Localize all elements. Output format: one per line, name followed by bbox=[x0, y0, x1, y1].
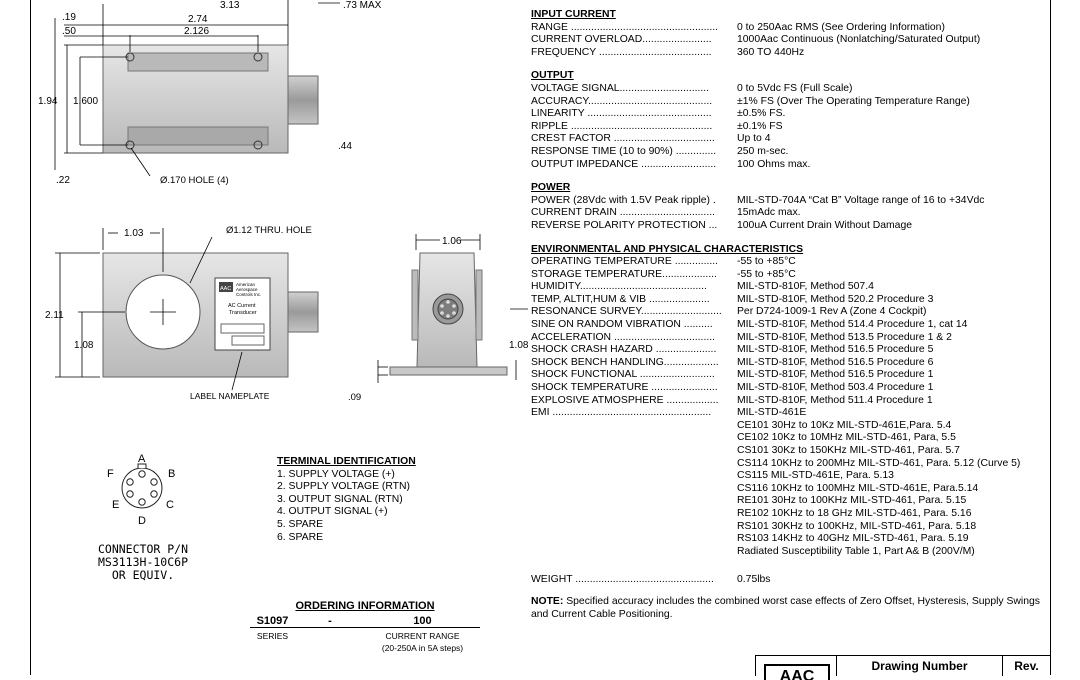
spec-value: MIL-STD-461E bbox=[737, 407, 807, 419]
spec-value: 15mAdc max. bbox=[737, 207, 801, 219]
spec-value: MIL-STD-810F, Method 507.4 bbox=[737, 281, 874, 293]
emi-item: CS116 10KHz to 100MHz MIL-STD-461E, Para.5.14 bbox=[737, 482, 979, 494]
connector-diagram bbox=[107, 453, 175, 527]
spec-label: EMI ....................................................... bbox=[531, 407, 712, 419]
weight-label: WEIGHT ................................................ bbox=[531, 574, 714, 586]
terminal-item: 3. OUTPUT SIGNAL (RTN) bbox=[277, 493, 403, 505]
dim-side-width: 1.06 bbox=[442, 236, 462, 247]
spec-label: LINEARITY ........................................... bbox=[531, 108, 712, 120]
spec-value: MIL-STD-810F, Method 516.5 Procedure 6 bbox=[737, 356, 934, 368]
weight-value: 0.75lbs bbox=[737, 574, 771, 586]
spec-label: HUMIDITY............................................ bbox=[531, 281, 707, 293]
nameplate-company-2: Aerospace bbox=[236, 287, 258, 292]
emi-item: RS103 14KHz to 40GHz MIL-STD-461, Para. 5.19 bbox=[737, 533, 969, 545]
weight-row bbox=[531, 574, 1046, 587]
spec-label: TEMP, ALTIT,HUM & VIB ..................... bbox=[531, 293, 710, 305]
spec-value: 250 m-sec. bbox=[737, 145, 789, 157]
spec-row bbox=[531, 34, 1046, 47]
spec-row bbox=[531, 281, 1046, 294]
spec-row bbox=[531, 220, 1046, 233]
thru-hole-callout: Ø1.12 THRU. HOLE bbox=[226, 225, 312, 236]
dim-right-small: .44 bbox=[338, 141, 352, 152]
spec-row bbox=[531, 146, 1046, 159]
emi-item: Radiated Susceptibility Table 1, Part A& B (200V/M) bbox=[737, 545, 975, 557]
spec-label: CREST FACTOR ................................... bbox=[531, 133, 715, 145]
ordering-labels bbox=[250, 631, 480, 641]
spec-row bbox=[531, 256, 1046, 269]
spec-value: MIL-STD-810F, Method 514.4 Procedure 1, cat 14 bbox=[737, 319, 968, 331]
spec-row bbox=[531, 207, 1046, 220]
pin-f-label: F bbox=[107, 468, 114, 480]
ordering-dash: - bbox=[328, 615, 332, 627]
emi-item: CS115 MIL-STD-461E, Para. 5.13 bbox=[737, 470, 894, 482]
dim-hole-offset: 1.03 bbox=[124, 228, 144, 239]
specifications bbox=[531, 9, 1046, 621]
front-view bbox=[45, 225, 361, 403]
spec-label: ACCURACY........................................... bbox=[531, 95, 713, 107]
terminal-item: 1. SUPPLY VOLTAGE (+) bbox=[277, 468, 395, 480]
emi-item: RE101 30Hz to 100KHz MIL-STD-461, Para. 5.15 bbox=[737, 495, 967, 507]
spec-row bbox=[531, 47, 1046, 60]
power-heading: POWER bbox=[531, 182, 571, 194]
spec-label: EXPLOSIVE ATMOSPHERE .................. bbox=[531, 394, 719, 406]
pin-e-label: E bbox=[112, 499, 120, 511]
spec-value: -55 to +85°C bbox=[737, 268, 796, 280]
spec-value: 0 to 5Vdc FS (Full Scale) bbox=[737, 82, 853, 94]
nameplate-product-2: Transducer bbox=[229, 310, 257, 316]
dim-bottom-offset: .22 bbox=[56, 175, 70, 186]
drawing-number-label: Drawing Number bbox=[836, 656, 1003, 676]
spec-row bbox=[531, 319, 1046, 332]
nameplate-company-1: American bbox=[236, 282, 256, 287]
terminal-item: 5. SPARE bbox=[277, 518, 324, 530]
top-view bbox=[38, 0, 382, 186]
dim-hole-vertical: 1.600 bbox=[73, 96, 99, 107]
dim-side-center: 1.08 bbox=[509, 340, 529, 351]
spec-label: SHOCK CRASH HAZARD ..................... bbox=[531, 344, 717, 356]
ordering-series-value: S1097 bbox=[256, 615, 289, 627]
spec-value: ±0.5% FS. bbox=[737, 108, 786, 120]
spec-row bbox=[531, 108, 1046, 121]
nameplate-company-3: Controls Inc. bbox=[236, 292, 262, 297]
spec-value: MIL-STD-810F, Method 516.5 Procedure 1 bbox=[737, 369, 934, 381]
dim-front-height: 2.11 bbox=[45, 310, 64, 321]
spec-label: RESONANCE SURVEY............................ bbox=[531, 306, 722, 318]
title-block bbox=[755, 655, 1051, 680]
output-heading: OUTPUT bbox=[531, 70, 574, 82]
ordering-range-label: CURRENT RANGE bbox=[385, 631, 460, 641]
pin-d-label: D bbox=[138, 515, 146, 527]
dim-hole-span: 2.126 bbox=[184, 26, 210, 37]
spec-row bbox=[531, 306, 1046, 319]
dim-front-center: 1.08 bbox=[74, 340, 94, 351]
spec-value: MIL-STD-810F, Method 513.5 Procedure 1 & 2 bbox=[737, 331, 952, 343]
spec-row bbox=[531, 395, 1046, 408]
emi-item: RS101 30KHz to 100KHz, MIL-STD-461, Para. 5.18 bbox=[737, 520, 977, 532]
dim-inner-width: 2.74 bbox=[188, 14, 208, 25]
revision-label: Rev. bbox=[1014, 659, 1039, 673]
spec-row bbox=[531, 357, 1046, 370]
spec-row bbox=[531, 159, 1046, 172]
drawing-frame-right bbox=[1050, 0, 1051, 675]
terminal-identification bbox=[277, 456, 416, 544]
connector-line-1: CONNECTOR P/N bbox=[97, 542, 188, 556]
ordering-information bbox=[250, 600, 480, 653]
spec-label: RIPPLE ................................................. bbox=[531, 120, 713, 132]
spec-label: SHOCK TEMPERATURE ....................... bbox=[531, 382, 718, 394]
note-text: Specified accuracy includes the combined worst case effects of Zero Offset, Hysteresis, Supply Swings and Current Cable Positioning. bbox=[531, 595, 1040, 620]
ordering-values bbox=[250, 615, 480, 628]
spec-row bbox=[531, 121, 1046, 134]
dim-overall-width: 3.13 bbox=[220, 0, 240, 11]
spec-label: CURRENT DRAIN ................................. bbox=[531, 207, 715, 219]
spec-value: 100uA Current Drain Without Damage bbox=[737, 219, 912, 231]
nameplate-product-1: AC Current bbox=[228, 303, 256, 309]
spec-label: OPERATING TEMPERATURE ............... bbox=[531, 256, 719, 268]
spec-row bbox=[531, 344, 1046, 357]
dim-left-offset-2: .50 bbox=[62, 26, 76, 37]
side-view bbox=[378, 234, 529, 383]
spec-label: STORAGE TEMPERATURE................... bbox=[531, 268, 717, 280]
spec-label: CURRENT OVERLOAD........................ bbox=[531, 34, 712, 46]
spec-row bbox=[531, 195, 1046, 208]
spec-value: Per D724-1009-1 Rev A (Zone 4 Cockpit) bbox=[737, 306, 927, 318]
emi-item: CS101 30Kz to 150KHz MIL-STD-461, Para. 5.7 bbox=[737, 445, 960, 456]
dim-max: .73 MAX bbox=[343, 0, 382, 11]
spec-value: 0 to 250Aac RMS (See Ordering Information) bbox=[737, 21, 945, 33]
spec-row bbox=[531, 133, 1046, 146]
spec-label: SINE ON RANDOM VIBRATION .......... bbox=[531, 319, 713, 331]
ordering-range-note: (20-250A in 5A steps) bbox=[381, 643, 464, 653]
connector-line-2: MS3113H-10C6P bbox=[97, 555, 188, 569]
accuracy-note bbox=[531, 595, 1046, 621]
spec-label: SHOCK BENCH HANDLING................... bbox=[531, 356, 719, 368]
ordering-series-label: SERIES bbox=[256, 631, 289, 641]
spec-value: 100 Ohms max. bbox=[737, 158, 811, 170]
spec-label: POWER (28Vdc with 1.5V Peak ripple) . bbox=[531, 194, 716, 206]
dim-left-offset: .19 bbox=[62, 12, 76, 23]
spec-value: -55 to +85°C bbox=[737, 256, 796, 268]
hole-callout: Ø.170 HOLE (4) bbox=[160, 175, 229, 186]
dim-height: 1.94 bbox=[38, 96, 58, 107]
connector-part-number bbox=[88, 543, 198, 582]
spec-label: RANGE ................................................... bbox=[531, 21, 719, 33]
spec-label: OUTPUT IMPEDANCE .......................... bbox=[531, 158, 717, 170]
input-current-heading: INPUT CURRENT bbox=[531, 9, 616, 20]
spec-row bbox=[531, 96, 1046, 109]
spec-label: FREQUENCY ....................................... bbox=[531, 46, 712, 58]
spec-value: 360 TO 440Hz bbox=[737, 46, 805, 58]
spec-label: RESPONSE TIME (10 to 90%) .............. bbox=[531, 145, 717, 157]
spec-value: ±0.1% FS bbox=[737, 120, 783, 132]
environmental-heading: ENVIRONMENTAL AND PHYSICAL CHARACTERISTICS bbox=[531, 243, 804, 255]
spec-value: MIL-STD-704A “Cat B” Voltage range of 16 to +34Vdc bbox=[737, 194, 985, 206]
spec-row bbox=[531, 83, 1046, 96]
spec-row bbox=[531, 407, 1046, 420]
spec-value: MIL-STD-810F, Method 516.5 Procedure 5 bbox=[737, 344, 934, 356]
terminal-heading: TERMINAL IDENTIFICATION bbox=[277, 456, 416, 467]
spec-value: MIL-STD-810F, Method 503.4 Procedure 1 bbox=[737, 382, 934, 394]
pin-a-label: A bbox=[138, 453, 146, 465]
spec-value: MIL-STD-810F, Method 520.2 Procedure 3 bbox=[737, 293, 934, 305]
spec-row bbox=[531, 22, 1046, 35]
spec-value: 1000Aac Continuous (Nonlatching/Saturated Output) bbox=[737, 34, 981, 46]
ordering-range-value: 100 bbox=[413, 615, 432, 627]
spec-label: ACCELERATION ................................... bbox=[531, 331, 715, 343]
terminal-item: 6. SPARE bbox=[277, 531, 324, 543]
note-label: NOTE: bbox=[531, 595, 564, 607]
pin-b-label: B bbox=[168, 468, 176, 480]
spec-value: MIL-STD-810F, Method 511.4 Procedure 1 bbox=[737, 394, 933, 406]
terminal-item: 4. OUTPUT SIGNAL (+) bbox=[277, 506, 388, 518]
spec-value: Up to 4 bbox=[737, 133, 771, 145]
emi-item: CS114 10KHz to 200MHz MIL-STD-461, Para. 5.12 (Curve 5) bbox=[737, 457, 1021, 469]
spec-value: ±1% FS (Over The Operating Temperature Range) bbox=[737, 95, 970, 107]
emi-item: RE102 10KHz to 18 GHz MIL-STD-461, Para. 5.16 bbox=[737, 507, 972, 519]
pin-c-label: C bbox=[166, 499, 174, 511]
spec-row bbox=[531, 294, 1046, 307]
ordering-heading: ORDERING INFORMATION bbox=[295, 600, 435, 612]
label-nameplate-callout: LABEL NAMEPLATE bbox=[190, 391, 270, 401]
spec-label: SHOCK FUNCTIONAL .......................... bbox=[531, 369, 715, 381]
spec-row bbox=[531, 269, 1046, 282]
terminal-item: 2. SUPPLY VOLTAGE (RTN) bbox=[277, 481, 410, 493]
connector-line-3: OR EQUIV. bbox=[111, 568, 175, 582]
mechanical-drawings bbox=[0, 0, 530, 600]
company-logo: AAC bbox=[764, 664, 830, 680]
dim-base: .09 bbox=[348, 392, 362, 403]
spec-row bbox=[531, 332, 1046, 345]
spec-label: REVERSE POLARITY PROTECTION ... bbox=[531, 219, 718, 231]
spec-label: VOLTAGE SIGNAL............................... bbox=[531, 82, 710, 94]
emi-item: CE101 30Hz to 10Kz MIL-STD-461E,Para. 5.4 bbox=[737, 419, 952, 431]
spec-row bbox=[531, 369, 1046, 382]
emi-item: CE102 10Kz to 10MHz MIL-STD-461, Para, 5.5 bbox=[737, 432, 956, 444]
spec-row bbox=[531, 382, 1046, 395]
nameplate-logo-text: AAC bbox=[220, 286, 232, 292]
